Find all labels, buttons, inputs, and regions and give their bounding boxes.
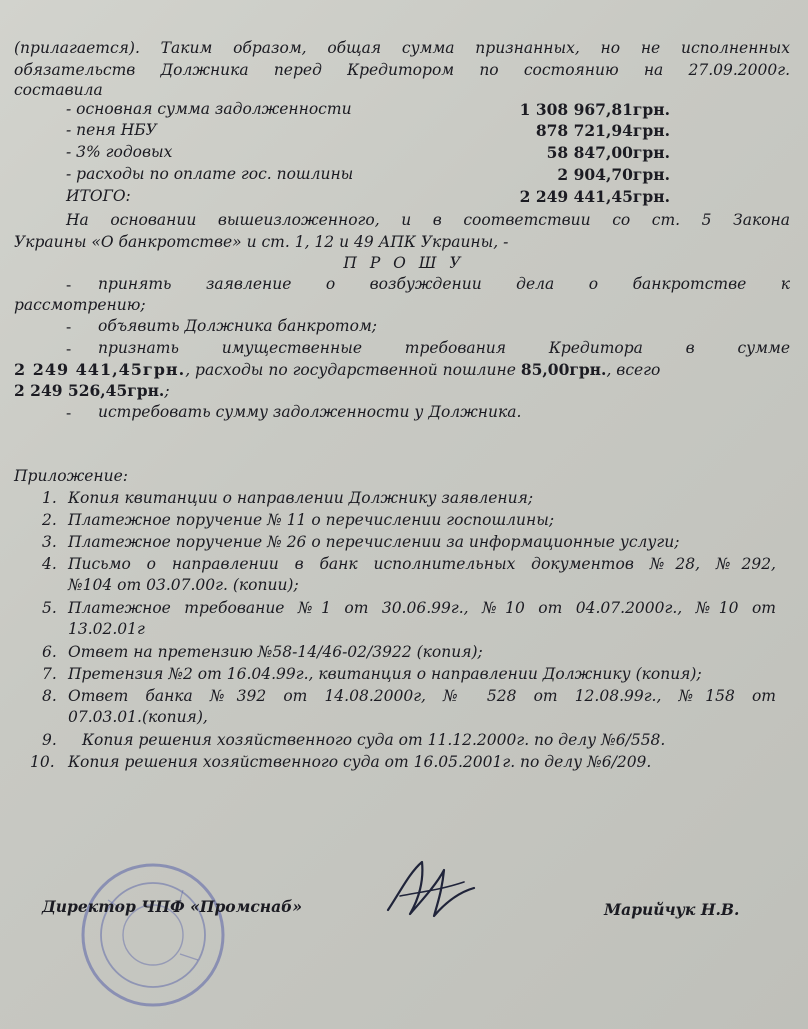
attachment-item-cont: №104 от 03.07.00г. (копии); xyxy=(68,576,299,594)
request-3-line-1: признать имущественные требования Кредитора в сумме xyxy=(98,339,790,357)
attachment-number: 5. xyxy=(42,599,57,617)
grand-total-tail: ; xyxy=(164,382,170,400)
attachment-number: 9. xyxy=(42,731,57,749)
claim-sum: 2 249 441,45грн. xyxy=(14,360,186,379)
attachment-item: Ответ на претензию №58-14/46-02/3922 (копия); xyxy=(68,643,483,661)
request-heading: П Р О Ш У xyxy=(343,254,465,272)
attachment-item: Претензия №2 от 16.04.99г., квитанция о направлении Должнику (копия); xyxy=(68,665,702,683)
sum-label-interest: - 3% годовых xyxy=(66,143,173,161)
sum-label-penalty: - пеня НБУ xyxy=(66,121,157,139)
intro-line-3: составила xyxy=(14,81,103,99)
attachment-item: Ответ банка №392 от 14.08.2000г, № 528 от 12.08.99г., №158 от xyxy=(68,687,776,705)
request-2: объявить Должника банкротом; xyxy=(98,317,378,335)
attachment-number: 6. xyxy=(42,643,57,661)
attachment-number: 8. xyxy=(42,687,57,705)
attachment-number: 3. xyxy=(42,533,57,551)
attachments-heading: Приложение: xyxy=(14,467,129,485)
sum-label-duty: - расходы по оплате гос. пошлины xyxy=(66,165,354,183)
attachment-number: 2. xyxy=(42,511,57,529)
request-dash-4: - xyxy=(66,404,72,422)
request-dash-3: - xyxy=(66,340,72,358)
attachment-item: Копия квитанции о направлении Должнику заявления; xyxy=(68,489,534,507)
intro-line-1: (прилагается). Таким образом, общая сумма признанных, но не исполненных xyxy=(14,39,790,57)
company-seal-icon xyxy=(78,860,228,1010)
basis-line-2: Украины «О банкротстве» и ст. 1, 12 и 49 АПК Украины, - xyxy=(14,233,509,251)
duty-fee: 85,00грн. xyxy=(520,360,607,379)
sum-value-duty: 2 904,70грн. xyxy=(557,165,670,184)
duty-text: , расходы по государственной пошлине xyxy=(185,361,516,379)
attachment-item: Копия решения хозяйственного суда от 11.12.2000г. по делу №6/558. xyxy=(82,731,666,749)
attachment-item-cont: 13.02.01г xyxy=(68,620,145,638)
attachment-number: 1. xyxy=(42,489,57,507)
basis-line-1: На основании вышеизложенного, и в соответствии со ст. 5 Закона xyxy=(66,211,790,229)
attachment-item: Платежное требование №1 от 30.06.99г., №10 от 04.07.2000г., №10 от xyxy=(68,599,776,617)
grand-total-sum: 2 249 526,45грн. xyxy=(14,381,165,400)
attachment-item: Копия решения хозяйственного суда от 16.05.2001г. по делу №6/209. xyxy=(68,753,652,771)
request-dash-1: - xyxy=(66,276,72,294)
director-position: Директор ЧПФ «Промснаб» xyxy=(42,897,303,916)
sum-label-principal: - основная сумма задолженности xyxy=(66,100,352,118)
request-1-line-2: рассмотрению; xyxy=(14,296,146,314)
attachment-number: 4. xyxy=(42,555,57,573)
request-4: истребовать сумму задолженности у Должника. xyxy=(98,403,522,421)
attachment-number: 10. xyxy=(30,753,55,771)
sum-label-total: ИТОГО: xyxy=(66,187,131,205)
signature-icon xyxy=(380,852,480,924)
intro-line-2: обязательств Должника перед Кредитором по состоянию на 27.09.2000г. xyxy=(14,61,790,79)
request-3-line-3 xyxy=(14,381,170,401)
sum-value-interest: 58 847,00грн. xyxy=(546,143,670,162)
attachment-item: Платежное поручение № 26 о перечислении за информационные услуги; xyxy=(68,533,680,551)
request-dash-2: - xyxy=(66,318,72,336)
attachment-number: 7. xyxy=(42,665,57,683)
attachment-item: Письмо о направлении в банк исполнительных документов №28, №292, xyxy=(68,555,776,573)
sum-value-principal: 1 308 967,81грн. xyxy=(519,100,670,119)
request-1-line-1: принять заявление о возбуждении дела о банкротстве к xyxy=(98,275,790,293)
total-text: , всего xyxy=(606,361,661,379)
director-name: Марийчук Н.В. xyxy=(604,900,740,919)
sum-value-total: 2 249 441,45грн. xyxy=(519,187,670,206)
sum-value-penalty: 878 721,94грн. xyxy=(535,121,670,140)
request-3-line-2 xyxy=(14,360,660,380)
attachment-item-cont: 07.03.01.(копия), xyxy=(68,708,208,726)
attachment-item: Платежное поручение № 11 о перечислении госпошлины; xyxy=(68,511,555,529)
